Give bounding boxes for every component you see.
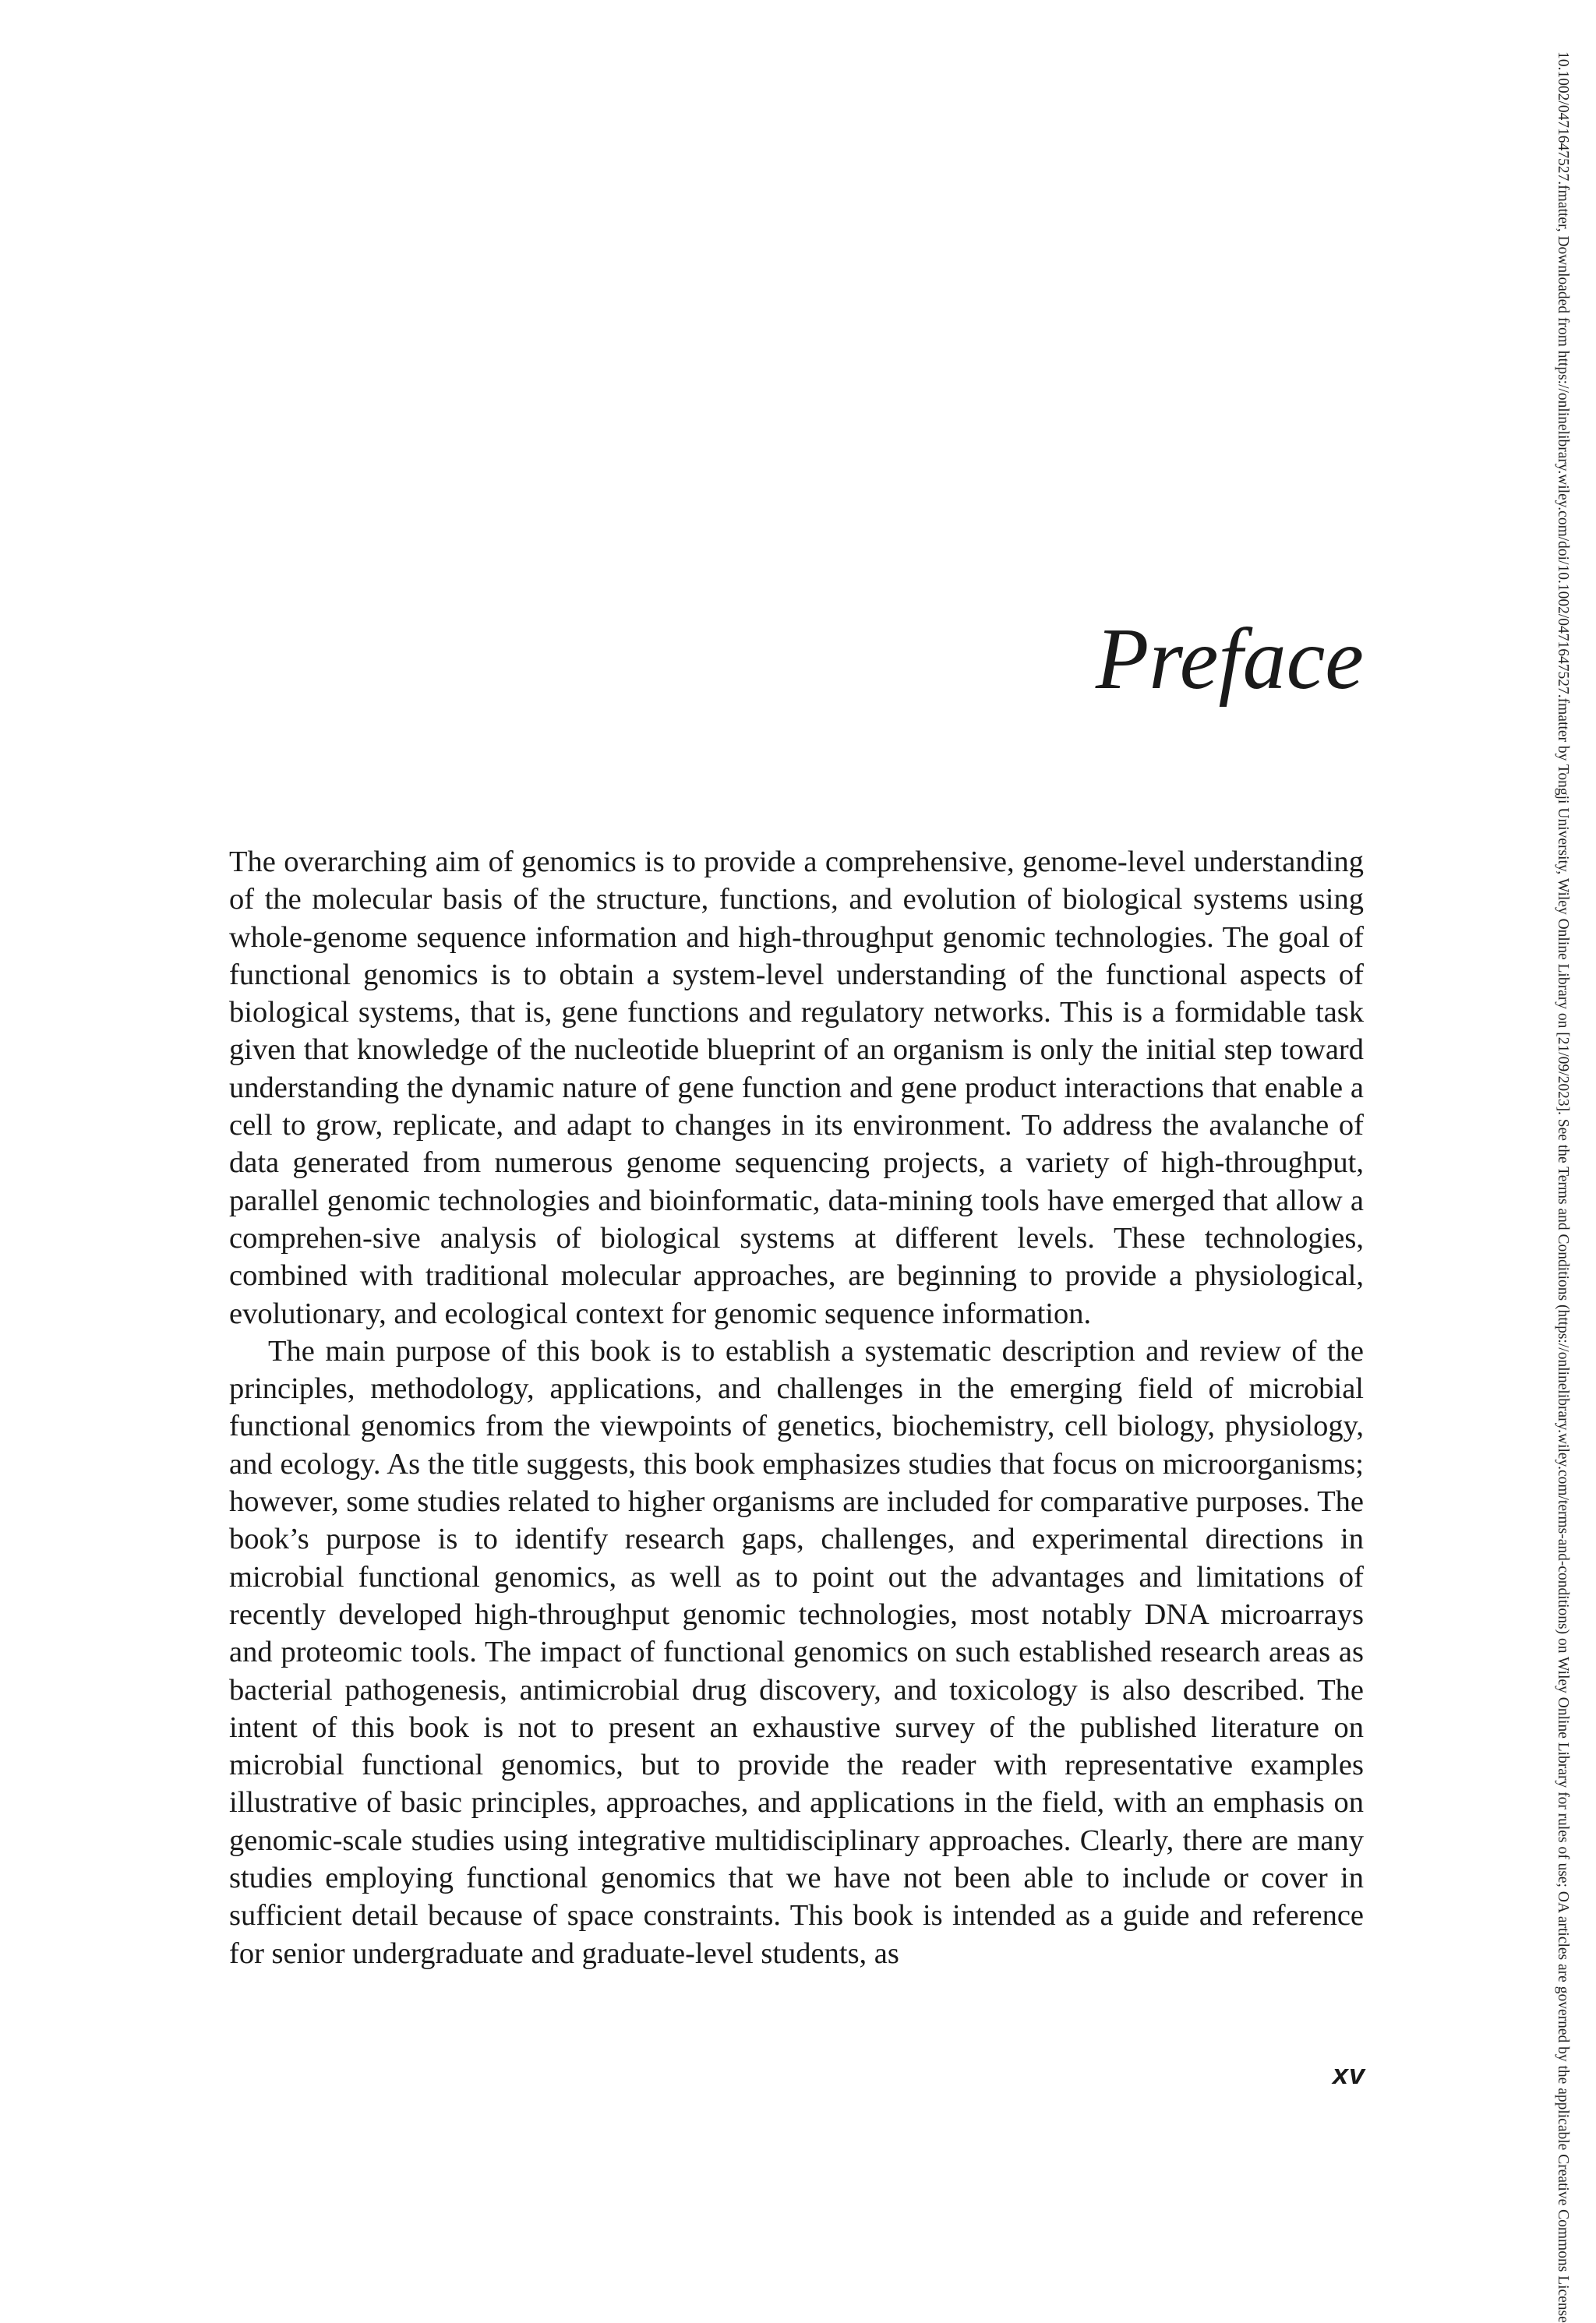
paragraph: The overarching aim of genomics is to provide a comprehensive, genome-level understanding of the molecular basis of the structure, functions, and evolution of biological systems using whole-genome sequence information and high-throughput genomic technologies. The goal of functional genomics is to obtain a system-level understanding of the functional aspects of biological systems, that is, gene functions and regulatory networks. This is a formidable task given that knowledge of the nucleotide blueprint of an organism is only the initial step toward understanding the dynamic nature of gene function and gene product interactions that enable a cell to grow, replicate, and adapt to changes in its environment. To address the avalanche of data generated from numerous genome sequencing projects, a variety of high-throughput, parallel genomic technologies and bioinformatic, data-mining tools have emerged that allow a comprehen-sive analysis of biological systems at different levels. These technologies, combined with traditional molecular approaches, are beginning to provide a physiological, evolutionary, and ecological context for genomic sequence information.: [229, 846, 1364, 1330]
page-title: Preface: [1095, 611, 1364, 708]
page-number: xv: [1332, 2058, 1365, 2090]
body-text: [229, 843, 1364, 1972]
download-notice-text: 10.1002/0471647527.fmatter, Downloaded from https://onlinelibrary.wiley.com/doi/10.1002/0471647527.fmatter by Tongji University, Wiley Online Library on [21/09/2023]. See the Terms and Conditions (https://onlinelibrary.wiley.com/terms-and-conditions) on Wiley Online Library for rules of use; OA articles are governed by the applicable Creative Commons License: [1555, 51, 1571, 2323]
paragraph: The main purpose of this book is to establish a systematic description and review of the principles, methodology, applications, and challenges in the emerging field of microbial functional genomics from the viewpoints of genetics, biochemistry, cell biology, physiology, and ecology. As the title suggests, this book emphasizes studies that focus on microorganisms; however, some studies related to higher organisms are included for comparative purposes. The book’s purpose is to identify research gaps, challenges, and experimental directions in microbial functional genomics, as well as to point out the advantages and limitations of recently developed high-throughput genomic technologies, most notably DNA microarrays and proteomic tools. The impact of functional genomics on such established research areas as bacterial pathogenesis, antimicrobial drug discovery, and toxicology is also described. The intent of this book is not to present an exhaustive survey of the published literature on microbial functional genomics, but to provide the reader with representative examples illustrative of basic principles, approaches, and applications in the field, with an emphasis on genomic-scale studies using integrative multidisciplinary approaches. Clearly, there are many studies employing functional genomics that we have not been able to include or cover in sufficient detail because of space constraints. This book is intended as a guide and reference for senior undergraduate and graduate-level students, as: [229, 1334, 1364, 1970]
download-notice: [1555, 51, 1571, 2323]
